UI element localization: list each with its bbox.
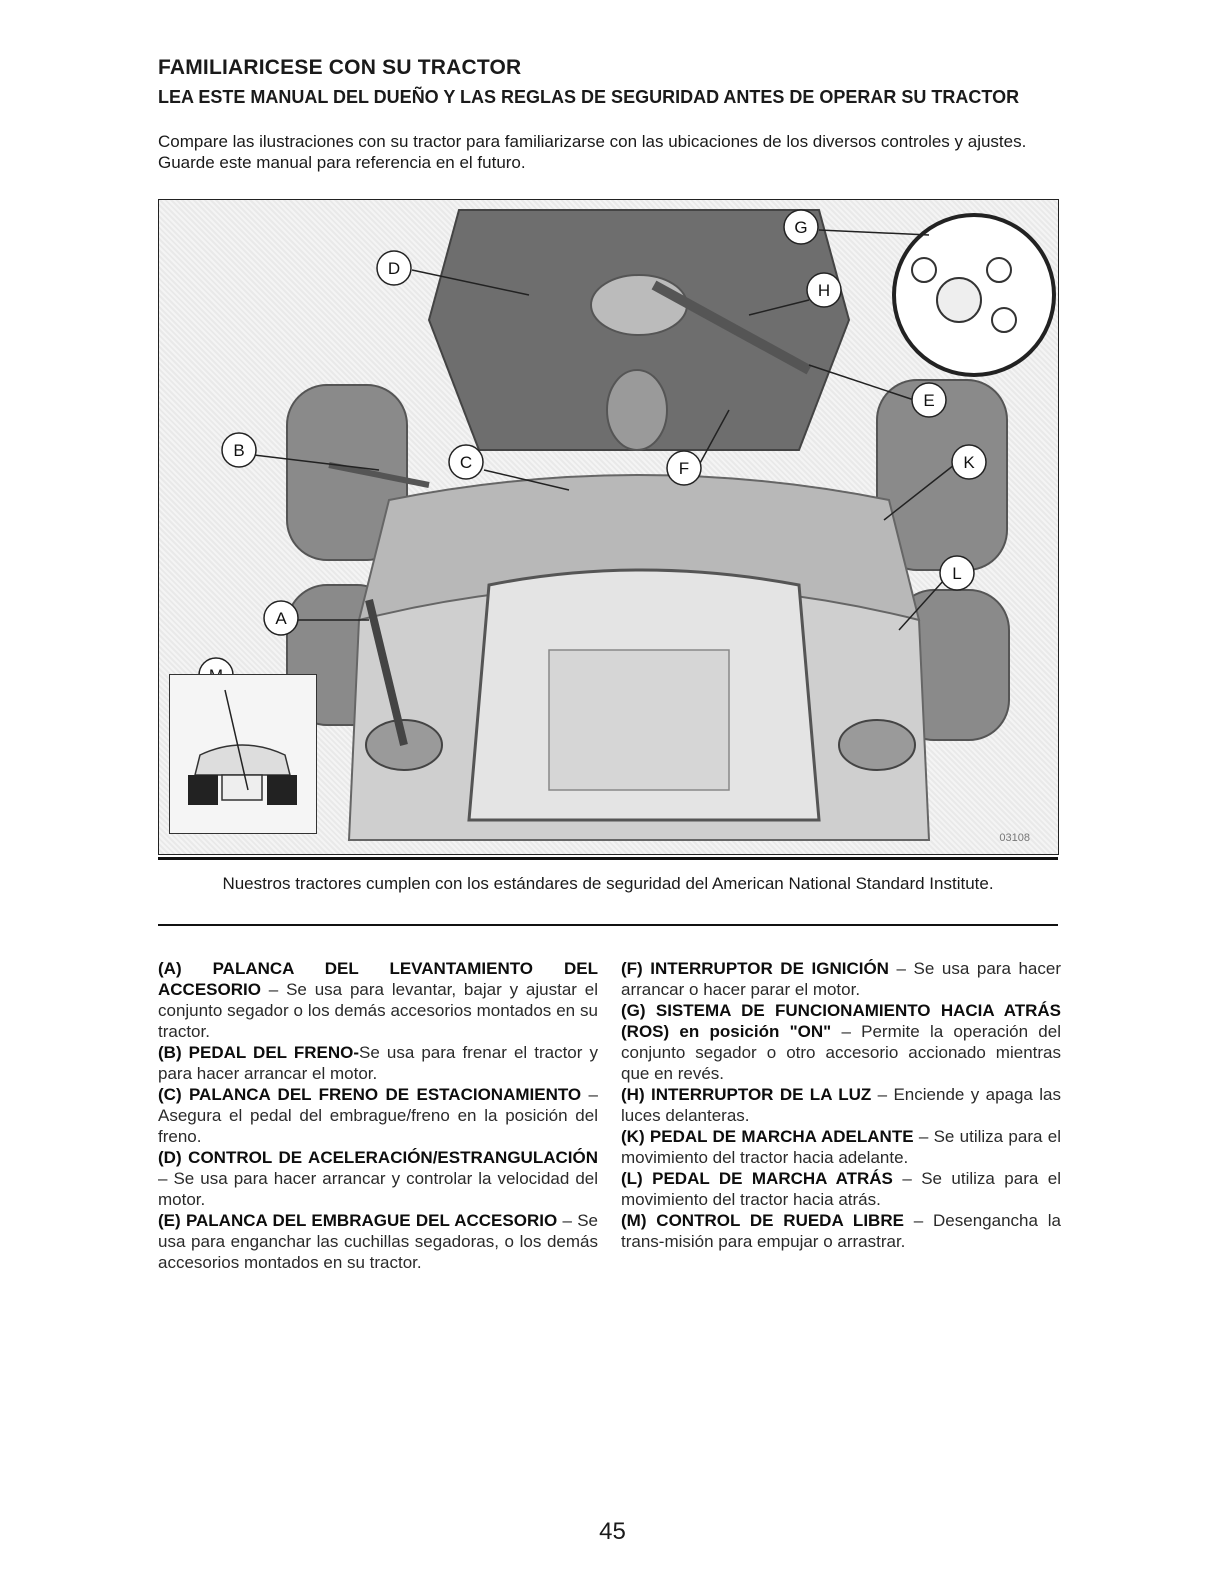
page-title: FAMILIARICESE CON SU TRACTOR xyxy=(158,56,522,79)
item-l: (L) PEDAL DE MARCHA ATRÁS – Se utiliza para el movimiento del tractor hacia atrás. xyxy=(621,1169,1061,1209)
callout-K: K xyxy=(963,453,975,472)
callout-D: D xyxy=(387,259,401,278)
steering-column xyxy=(591,275,687,335)
caption-bottom-rule xyxy=(158,924,1058,926)
item-d: (D) CONTROL DE ACELERACIÓN/ESTRANGULACIÓN – Se usa para hacer arrancar y controlar la velocidad del motor. xyxy=(158,1148,598,1209)
figure-code: 03108 xyxy=(999,832,1030,844)
freewheel-inset xyxy=(169,674,317,834)
item-b: (B) PEDAL DEL FRENO-Se usa para frenar el tractor y para hacer arrancar el motor. xyxy=(158,1043,598,1083)
tractor-controls-figure xyxy=(158,199,1059,855)
callout-H: H xyxy=(817,281,831,300)
right-cupholder xyxy=(839,720,915,770)
callout-L: L xyxy=(952,564,962,583)
figure-caption: Nuestros tractores cumplen con los estándares de seguridad del American National Standard Institute. xyxy=(222,874,994,893)
item-m: (M) CONTROL DE RUEDA LIBRE – Desengancha la trans-misión para empujar o arrastrar. xyxy=(621,1211,1061,1251)
gear-knob xyxy=(607,370,667,450)
callout-B: B xyxy=(233,441,245,460)
item-a: (A) PALANCA DEL LEVANTAMIENTO DEL ACCESORIO – Se usa para levantar, bajar y ajustar el conjunto segador o los demás accesorios montados en su tractor. xyxy=(158,959,598,1041)
ignition-keyhole xyxy=(937,278,981,322)
freewheel-illustration xyxy=(170,675,315,832)
callout-A: A xyxy=(275,609,287,628)
item-k: (K) PEDAL DE MARCHA ADELANTE – Se utiliza para el movimiento del tractor hacia adelante. xyxy=(621,1127,1061,1167)
item-f: (F) INTERRUPTOR DE IGNICIÓN – Se usa para hacer arrancar o hacer parar el motor. xyxy=(621,959,1061,999)
intro-paragraph: Compare las ilustraciones con su tractor para familiarizarse con las ubicaciones de los diversos controles y ajustes. Guarde este manual para referencia en el futuro. xyxy=(158,132,1027,172)
page-number: 45 xyxy=(599,1518,626,1545)
item-g: (G) SISTEMA DE FUNCIONAMIENTO HACIA ATRÁS (ROS) en posición "ON" – Permite la operación del conjunto segador o otro accesorio accionado mientras que en revés. xyxy=(621,1001,1061,1083)
controls-column-left xyxy=(158,958,598,1273)
safety-subtitle: LEA ESTE MANUAL DEL DUEÑO Y LAS REGLAS DE SEGURIDAD ANTES DE OPERAR SU TRACTOR xyxy=(158,87,1020,107)
item-h: (H) INTERRUPTOR DE LA LUZ – Enciende y apaga las luces delanteras. xyxy=(621,1085,1061,1125)
caption-top-rule xyxy=(158,857,1058,860)
callout-E: E xyxy=(923,391,935,410)
callout-C: C xyxy=(459,453,473,472)
hood-panel xyxy=(549,650,729,790)
callout-F: F xyxy=(678,459,690,478)
controls-column-right xyxy=(621,958,1061,1252)
item-e: (E) PALANCA DEL EMBRAGUE DEL ACCESORIO – Se usa para enganchar las cuchillas segadoras, o los demás accesorios montados en su tractor. xyxy=(158,1211,598,1272)
item-c: (C) PALANCA DEL FRENO DE ESTACIONAMIENTO – Asegura el pedal del embrague/freno en la posición del freno. xyxy=(158,1085,598,1146)
callout-G: G xyxy=(794,218,808,237)
